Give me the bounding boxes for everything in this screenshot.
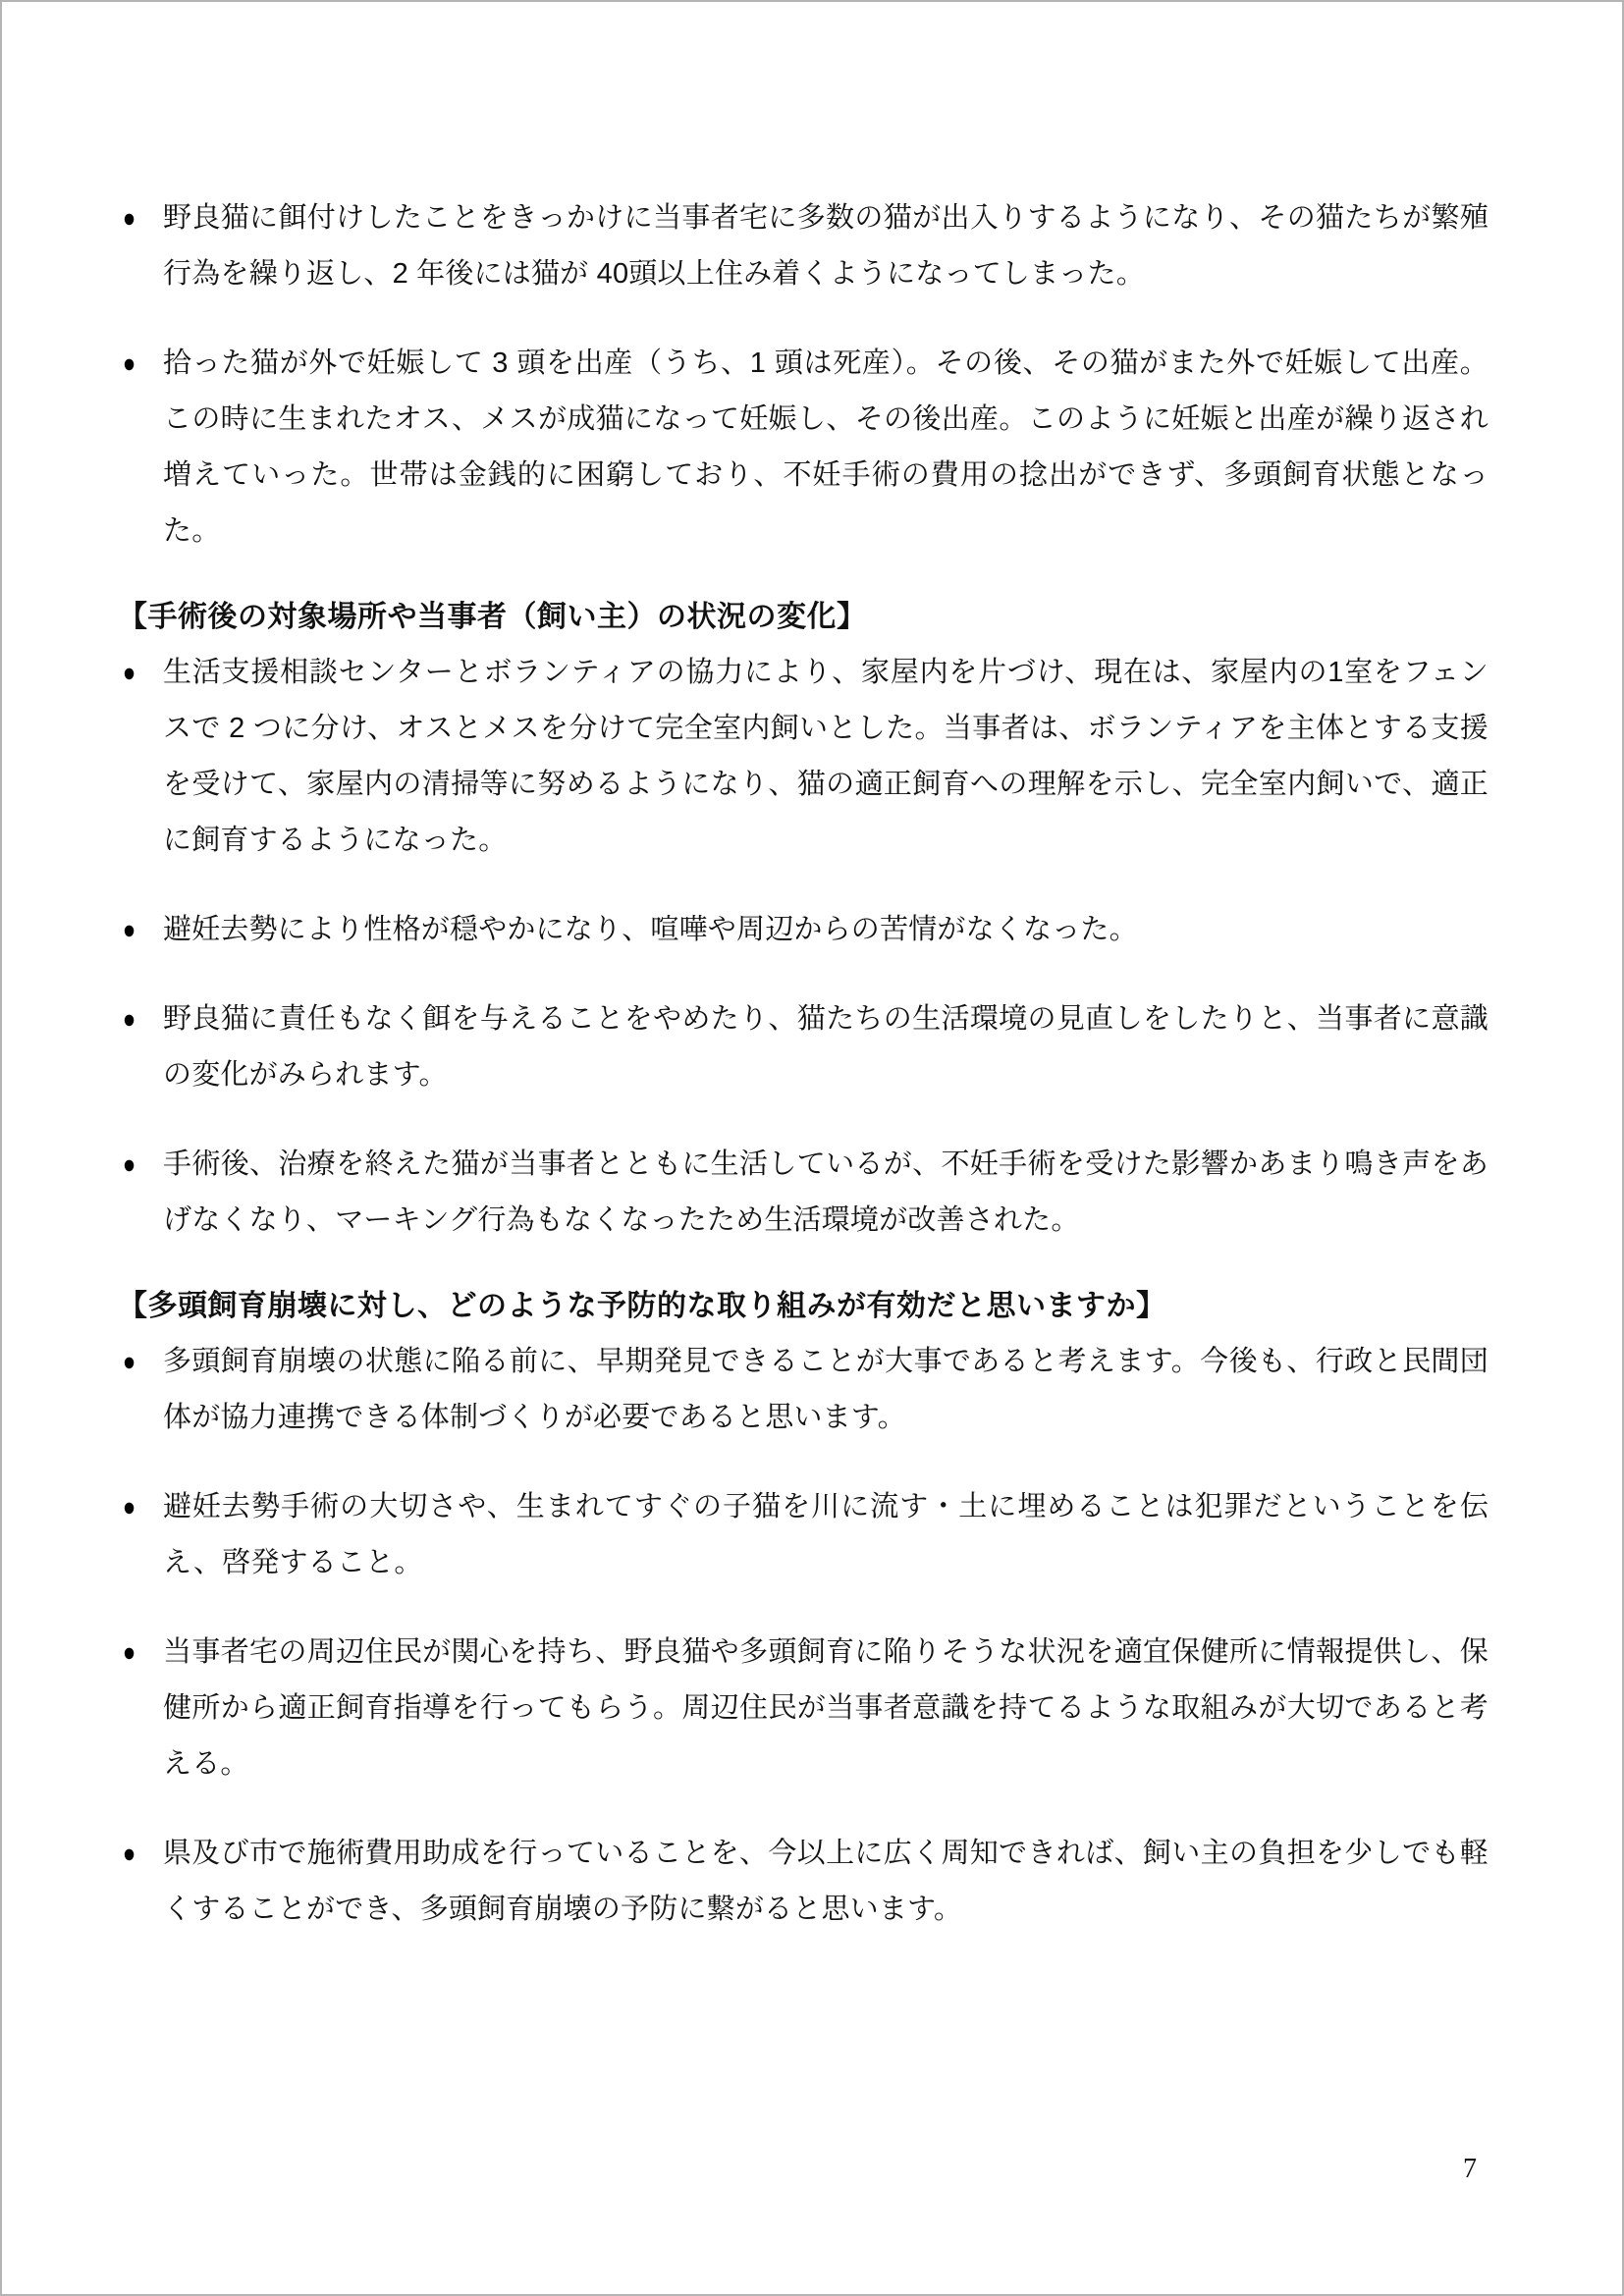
- bullet-icon: ●: [122, 915, 136, 944]
- bullet-text: 避妊去勢手術の大切さや、生まれてすぐの子猫を川に流す・土に埋めることは犯罪だということを伝え、啓発すること。: [163, 1491, 1489, 1578]
- bullet-text: 生活支援相談センターとボランティアの協力により、家屋内を片づけ、現在は、家屋内の1室をフェンスで 2 つに分け、オスとメスを分けて完全室内飼いとした。当事者は、ボランティアを主体とする支援を受けて、家屋内の清掃等に努めるようになり、猫の適正飼育への理解を示し、完全室内飼いで、適正に飼育するようになった。: [163, 657, 1489, 856]
- intro-bullet-list: [118, 190, 1489, 560]
- list-item: [118, 902, 1489, 958]
- bullet-text: 避妊去勢により性格が穏やかになり、喧嘩や周辺からの苦情がなくなった。: [163, 914, 1138, 945]
- bullet-text: 野良猫に責任もなく餌を与えることをやめたり、猫たちの生活環境の見直しをしたりと、当事者に意識の変化がみられます。: [163, 1003, 1489, 1091]
- section-heading-surgery: 【手術後の対象場所や当事者（飼い主）の状況の変化】: [118, 601, 867, 633]
- bullet-icon: ●: [122, 1149, 136, 1179]
- list-item: [118, 190, 1489, 302]
- bullet-icon: ●: [122, 1004, 136, 1034]
- bullet-icon: ●: [122, 1839, 136, 1868]
- page-number: 7: [1463, 2154, 1477, 2184]
- list-item: [118, 1479, 1489, 1591]
- list-item: [118, 1826, 1489, 1938]
- list-item: [118, 645, 1489, 869]
- bullet-icon: ●: [122, 1637, 136, 1667]
- list-item: [118, 1334, 1489, 1446]
- list-item: [118, 1625, 1489, 1792]
- bullet-text: 野良猫に餌付けしたことをきっかけに当事者宅に多数の猫が出入りするようになり、その猫たちが繁殖行為を繰り返し、2 年後には猫が 40頭以上住み着くようになってしまった。: [163, 202, 1489, 290]
- bullet-icon: ●: [122, 1492, 136, 1522]
- bullet-icon: ●: [122, 348, 136, 378]
- list-item: [118, 1137, 1489, 1249]
- bullet-text: 多頭飼育崩壊の状態に陥る前に、早期発見できることが大事であると考えます。今後も、行政と民間団体が協力連携できる体制づくりが必要であると思います。: [163, 1346, 1489, 1433]
- bullet-text: 県及び市で施術費用助成を行っていることを、今以上に広く周知できれば、飼い主の負担を少しでも軽くすることができ、多頭飼育崩壊の予防に繋がると思います。: [163, 1838, 1489, 1925]
- bullet-icon: ●: [122, 203, 136, 233]
- bullet-text: 当事者宅の周辺住民が関心を持ち、野良猫や多頭飼育に陥りそうな状況を適宜保健所に情報提供し、保健所から適正飼育指導を行ってもらう。周辺住民が当事者意識を持てるような取組みが大切であると考える。: [163, 1636, 1489, 1780]
- prevention-bullet-list: [118, 1334, 1489, 1938]
- bullet-icon: ●: [122, 658, 136, 687]
- page-content: [2, 2, 1622, 1938]
- bullet-text: 手術後、治療を終えた猫が当事者とともに生活しているが、不妊手術を受けた影響かあまり鳴き声をあげなくなり、マーキング行為もなくなったため生活環境が改善された。: [163, 1148, 1489, 1236]
- section-heading-prevention: 【多頭飼育崩壊に対し、どのような予防的な取り組みが有効だと思いますか】: [118, 1290, 1166, 1322]
- surgery-bullet-list: [118, 645, 1489, 1249]
- list-item: [118, 991, 1489, 1103]
- bullet-text: 拾った猫が外で妊娠して 3 頭を出産（うち、1 頭は死産）。その後、その猫がまた外で妊娠して出産。この時に生まれたオス、メスが成猫になって妊娠し、その後出産。このように妊娠と出産が繰り返され増えていった。世帯は金銭的に困窮しており、不妊手術の費用の捻出ができず、多頭飼育状態となった。: [163, 347, 1489, 547]
- bullet-icon: ●: [122, 1347, 136, 1376]
- list-item: [118, 336, 1489, 560]
